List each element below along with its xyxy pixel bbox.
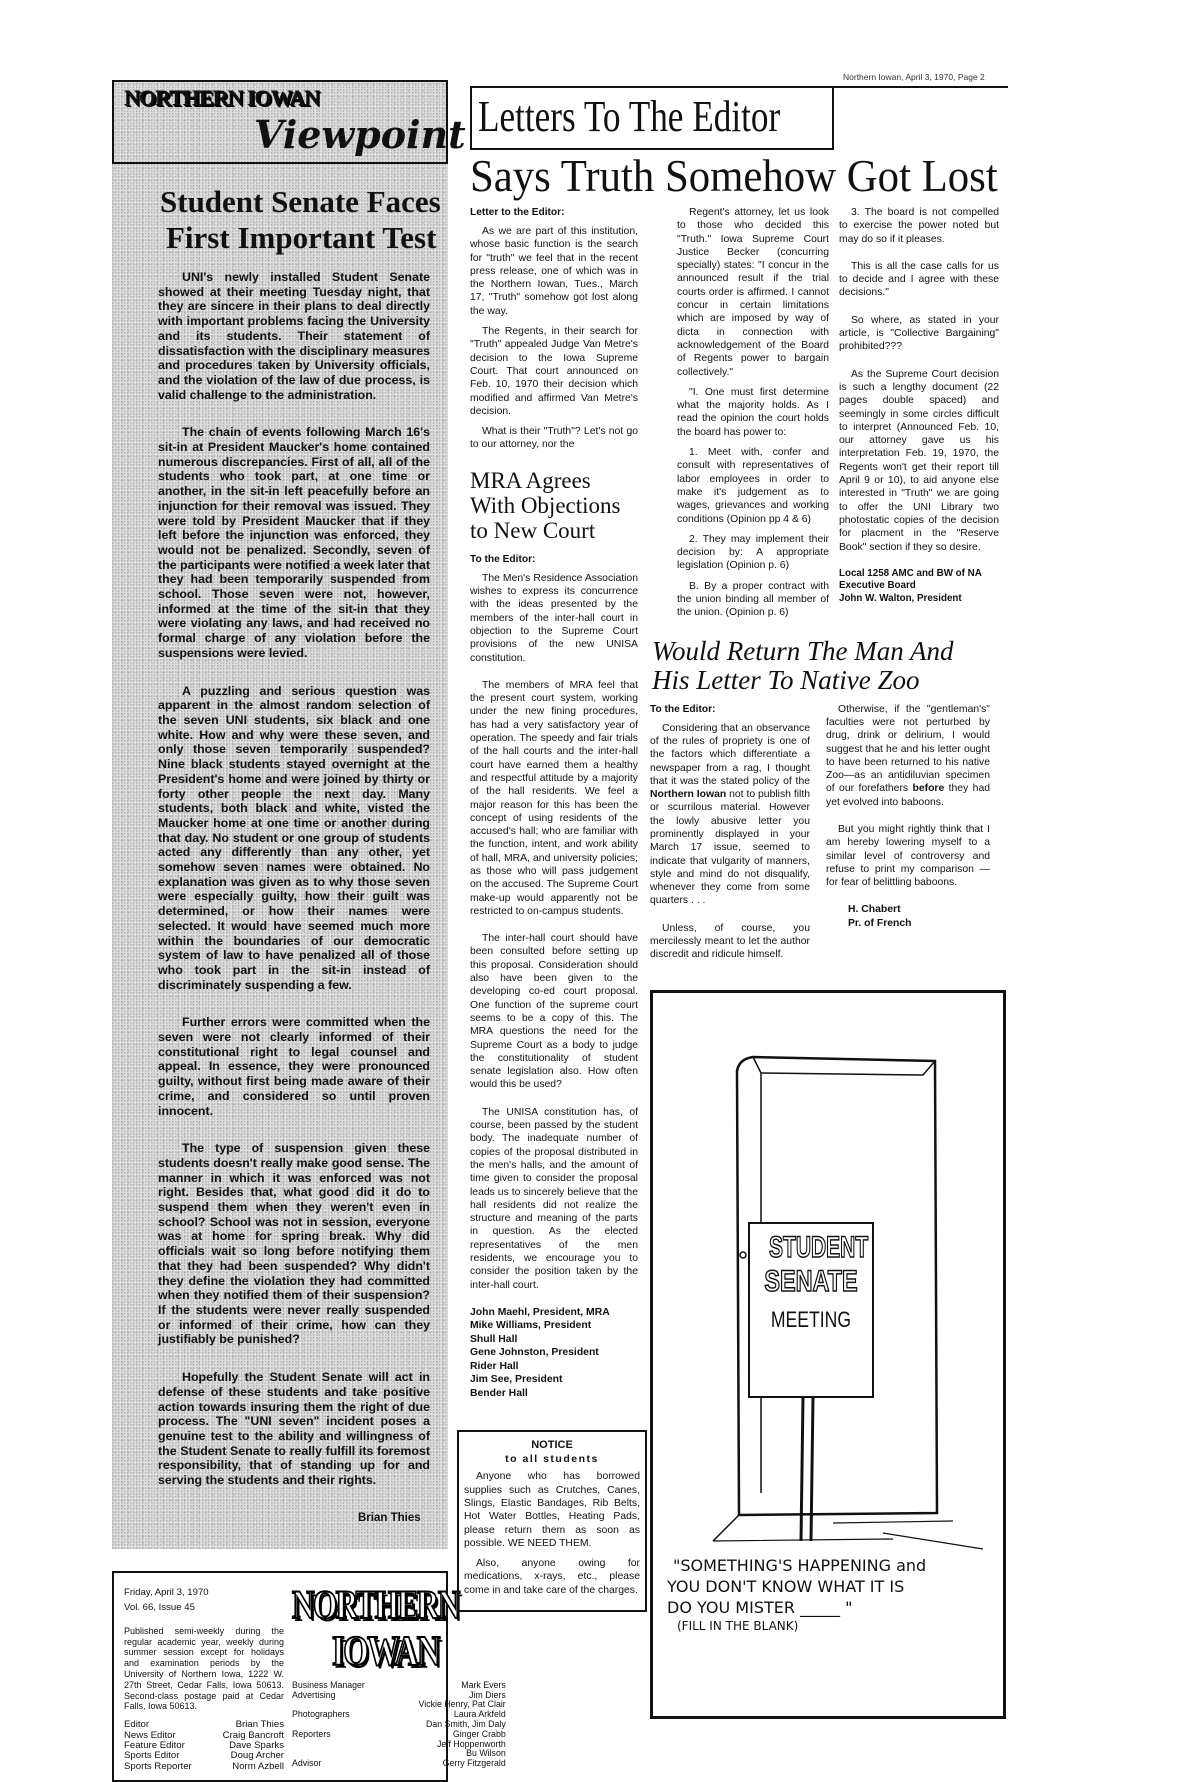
text-line: Jim See, President [470, 1374, 563, 1386]
right-area [650, 206, 1006, 1719]
staff-name: Vickie Henry, Pat Clair [418, 1699, 506, 1710]
staff-role: Advisor [292, 1758, 322, 1769]
staff-role: Business Manager [292, 1679, 365, 1690]
truth-letter-col2 [677, 206, 829, 627]
notice-subtitle: to all students [505, 1453, 599, 1466]
bold-text: before [912, 783, 945, 795]
paragraph: As the Supreme Court decision is such a lengthy document (22 pages double spaced) and seemingly in some circles difficult to interpret (Announced Feb. 10, our attorney gave us his interpretation Feb. 19, 1970, the Regents won't get their report till April 9 or 10), to aid anyone else interested in "Truth" we are going to offer the UNI Library two photostatic copies of the decision for placment in the "Reserve Book" section if they so desire. [839, 368, 999, 553]
text-span: Considering that an observance of the rules of propriety is one of the factors which differentiate a newspaper from a rag, I thought that it was the stated policy of the [650, 722, 810, 787]
viewpoint-byline: Brian Thies [358, 1511, 421, 1524]
issue-volume: Vol. 66, Issue 45 [124, 1602, 195, 1614]
truth-signature [839, 568, 999, 606]
truth-headline: Says Truth Somehow Got Lost [470, 150, 998, 201]
paragraph: B. By a proper contract with the union binding all member of the union. (Opinion p. 6) [677, 580, 829, 619]
truth-col2-paragraphs [677, 206, 829, 620]
truth-letter-col3 [839, 206, 999, 627]
masthead-title-iowan: IOWAN [332, 1628, 439, 1675]
paragraph: 1. Meet with, confer and consult with representatives of labor employees in order to make it's judgement as to wages, grievances and working conditions (Opinion pp 4 & 6) [677, 447, 829, 525]
staff-role: Advertising [292, 1689, 336, 1700]
zoo-letter-right [826, 703, 990, 976]
text-line: H. Chabert [848, 904, 901, 916]
paragraph: 2. They may implement their decision by: A appropriate legislation (Opinion p. 6) [677, 533, 829, 572]
sign-line: MEETING [770, 1306, 852, 1332]
zoo-left-paragraphs [650, 722, 810, 962]
truth-letter-continuation [650, 206, 1006, 627]
publication-note: Published semi-weekly during the regular academic year, weekly during summer session except for holidays and examination periods by the University of Northern Iowa, 1222 W. 27th Street, Cedar Falls, Iowa 50613. Second-class postage paid at Cedar Falls, Iowa 50613. [124, 1625, 284, 1712]
paragraph: Further errors were committed when the seven were not clearly informed of their constitutional right to legal counsel and appeal. In essence, they were pronounced guilty, without first being made aware of their crime, and considered so until proven innocent. [158, 1015, 430, 1118]
zoo-salutation: To the Editor: [650, 703, 716, 715]
ground-line [713, 1521, 983, 1549]
text-line: Bender Hall [470, 1387, 528, 1399]
paragraph: The UNISA constitution has, of course, been passed by the student body. The inadequate number of copies of the proposal distributed in the men's halls, and the amount of time given to consider the proposal leads us to sincerely believe that the hall residents did not realize the structure and meaning of the parts in question. As the elected representatives of the men residents, we encourage you to consider the position taken by the inter-hall court. [470, 1106, 638, 1291]
paragraph: The Regents, in their search for "Truth" appealed Judge Van Metre's decision to the Iowa Supreme Court. That court announced on Feb. 10, 1970 their decision which modified and affirmed Van Metre's decision. [470, 326, 638, 417]
staff-name: Doug Archer [230, 1750, 284, 1762]
text-line: Mike Williams, President [470, 1320, 592, 1332]
staff-row [292, 1710, 506, 1720]
staff-name: Craig Bancroft [222, 1729, 284, 1741]
paragraph [826, 703, 990, 809]
mra-letter [470, 553, 638, 1401]
page-folio: Northern Iowan, April 3, 1970, Page 2 [843, 72, 985, 82]
staff-name: Ginger Crabb [452, 1728, 506, 1739]
staff-name: Jim Diers [469, 1689, 506, 1700]
headline-line: His Letter To Native Zoo [652, 664, 920, 695]
headline-line: Student Senate Faces [160, 184, 441, 219]
mra-salutation: To the Editor: [470, 553, 536, 565]
letters-section-title: Letters To The Editor [478, 92, 781, 141]
text-span: they had yet evolved into baboons. [826, 783, 991, 808]
mra-headline: MRA Agrees With Objections to New Court [470, 467, 621, 543]
viewpoint-nameplate: NORTHERN IOWAN [124, 85, 319, 110]
staff-name: Bu Wilson [466, 1748, 506, 1759]
paragraph: So where, as stated in your article, is "Collective Bargaining" prohibited??? [839, 314, 999, 353]
nail-icon [740, 1252, 746, 1258]
masthead-title-northern: NORTHERN [292, 1581, 459, 1627]
truth-letter-col1 [470, 206, 638, 452]
paragraph: The members of MRA feel that the present court system, working under the new fining procedures, has had a very satisfactory year of operation. The speedy and fair trials of the hall courts and the inter-hall court have earned them a healthy and respectful attitude by a majority of the hall residents. We feel a major reason for this has been the concept of using residents of the accused's hall; who are familiar with the function, intent, and work ability of hall, MRA, and university policies; as those who will pass judgement on the accused. The Supreme Court make-up would apparently not be restricted to on-campus students. [470, 679, 638, 917]
text-line: Local 1258 AMC and BW of NA [839, 567, 982, 579]
masthead-box [112, 1571, 506, 1782]
sign-post [801, 1397, 813, 1541]
truth-salutation: Letter to the Editor: [470, 207, 565, 218]
cartoon-caption [667, 1555, 997, 1634]
caption-line: "SOMETHING'S HAPPENING and [673, 1555, 927, 1575]
staff-row [292, 1700, 506, 1710]
truth-col3-paragraphs [839, 206, 999, 554]
caption-line: YOU DON'T KNOW WHAT IT IS [667, 1576, 905, 1596]
issue-date: Friday, April 3, 1970 [124, 1586, 209, 1598]
zoo-right-paragraphs [826, 703, 990, 890]
bold-text: Northern Iowan [650, 789, 727, 801]
paragraph: UNI's newly installed Student Senate showed at their meeting Tuesday night, that they are sincere in their plans to deal directly with important problems facing the University and its students. Their statement of dissatisfaction with the disciplinary measures and procedures taken by University officials, and the violation of the law of due process, is valid challenge to the administration. [158, 270, 430, 402]
staff-name: Brian Thies [235, 1719, 284, 1731]
paragraph: 3. The board is not compelled to exercise the power noted but may do so if it pleases. [839, 207, 999, 245]
paragraph: The Men's Residence Association wishes to express its concurrence with the ideas presented by the members of the inter-hall court in objection to the Supreme Court provisions of the new UNISA constitution. [470, 572, 638, 664]
staff-name: Gerry Fitzgerald [442, 1758, 506, 1769]
text-line: John Maehl, President, MRA [470, 1306, 610, 1318]
staff-row [292, 1749, 506, 1759]
caption-line: DO YOU MISTER _____ " [667, 1597, 853, 1617]
staff-list-left [124, 1720, 284, 1772]
viewpoint-article-body [158, 270, 430, 1488]
staff-name: Jeff Hoppenworth [436, 1738, 506, 1749]
staff-row [124, 1741, 284, 1751]
paragraph [650, 722, 810, 908]
viewpoint-column [112, 80, 466, 1549]
text-line: Gene Johnston, President [470, 1347, 599, 1359]
staff-name: Laura Arkfeld [453, 1709, 506, 1720]
text-line: Shull Hall [470, 1333, 518, 1345]
viewpoint-headline [160, 184, 448, 256]
staff-row [124, 1762, 284, 1772]
paragraph: But you might rightly think that I am hereby lowering myself to a similar level of controversy and refuse to print my comparison — for fear of belittling baboons. [826, 823, 990, 889]
paragraph: Also, anyone owing for medications, x-rays, etc., please come in and take care of the charges. [464, 1558, 640, 1596]
text-line: John W. Walton, President [839, 592, 962, 604]
headline-line: First Important Test [166, 220, 437, 255]
staff-role: Feature Editor [124, 1739, 185, 1751]
staff-list-right [292, 1681, 506, 1769]
zoo-letter-left [650, 703, 810, 976]
staff-name: Dave Sparks [229, 1739, 284, 1751]
staff-row [124, 1731, 284, 1741]
letters-section-box [470, 86, 834, 150]
notice-paragraphs [464, 1470, 640, 1597]
staff-row [292, 1740, 506, 1750]
text-line: Executive Board [839, 580, 916, 592]
mra-paragraphs [470, 572, 638, 1292]
mra-signature [470, 1306, 638, 1401]
staff-name: Norm Azbell [232, 1760, 284, 1772]
viewpoint-header [112, 80, 466, 164]
caption-line: (FILL IN THE BLANK) [677, 1618, 799, 1633]
staff-role: Editor [124, 1719, 150, 1731]
staff-row [124, 1751, 284, 1761]
staff-role: Sports Editor [124, 1750, 180, 1762]
staff-role: News Editor [124, 1729, 176, 1741]
staff-row [124, 1720, 284, 1730]
zoo-signature [848, 903, 990, 930]
paragraph: The chain of events following March 16's sit-in at President Maucker's home contained numerous discrepancies. First of all, all of the students who took part, at one time or another, in the sit-in left peacefully before an injunction for their removal was issued. They were told by President Maucker that if they left before the injunction was enforced, they would not be penalized. Secondly, seven of the participants were notified a week later that they had been temporarily suspended from school. Those seven were not, however, informed at the time of the sit-in that they were violating any laws, and had received no formal charge of any violation before the suspensions were levied. [158, 425, 430, 660]
paragraph: As we are part of this institution, whose basic function is the search for "truth" we feel that in the recent press release, one of which was in the Northern Iowan, Tues., March 17, "Truth" somehow got lost along the way. [470, 226, 638, 317]
staff-row [292, 1759, 506, 1769]
truth-col1-paragraphs [470, 225, 638, 452]
masthead-info [124, 1583, 284, 1772]
viewpoint-section-title: Viewpoint [254, 112, 466, 157]
paragraph: Regent's attorney, let us look to those who decided this "Truth." Iowa Supreme Court Justice Becker (concurring specially) states: "I concur in the announced result if the trial courts order is affirmed. I cannot concur in certain limitations which are imposed by way of dicta in connection with acknowledgement of the Board of Regents power to bargain collectively." [677, 207, 829, 378]
text-line: Rider Hall [470, 1360, 519, 1372]
sign-line: STUDENT [769, 1230, 869, 1264]
paragraph: Anyone who has borrowed supplies such as Crutches, Canes, Slings, Elastic Bandages, Rib Belts, Hot Water Bottles, Heating Pads, please return them as soon as possible. WE NEED THEM. [464, 1471, 640, 1549]
staff-row [292, 1730, 506, 1740]
paragraph: This is all the case calls for us to decide and I agree with these decisions." [839, 260, 999, 299]
paragraph: A puzzling and serious question was apparent in the almost random selection of the seven UNI students, six black and one white. How and why were these seven, and only those seven temporarily suspended? Nine black students stayed overnight at the President's home and were joined by thirty or forty other people the next day. Many students, both black and white, visted the Maucker home at one time or another during that day. No student or one group of students acted any differently than any other, yet somehow seven names were obtained. No explanation was given as to why those seven were especially guilty, how their guilt was determined, or how their names were selected. It would have seemed much more within the boundaries of our democratic system of law to have penalized all of those who took part in the sit-in instead of discriminately suspending a few. [158, 683, 430, 992]
staff-name: Dan Smith, Jim Daly [426, 1718, 506, 1729]
staff-name: Mark Evers [461, 1679, 506, 1690]
sign-text [751, 1231, 871, 1335]
headline-line: Would Return The Man And [652, 635, 954, 666]
text-span: not to publish filth or scurrilous material. However the lowly abusive letter you prominently displayed in your March 17 issue, seemed to indicate that vulgarity of manners, style and mind do not disqualify, whenever they come from some quarters . . . [650, 789, 810, 907]
paragraph: "I. One must first determine what the majority holds. As I read the opinion the court holds the board has power to: [677, 386, 829, 438]
paragraph: The inter-hall court should have been consulted before setting up this proposal. Consideration should also have been given to the developing co-ed court proposal. One function of the supreme court seems to be a copy of this. The MRA questions the need for the Supreme Court as a body to judge the constitutionality of student senate legislation also. How often would this be used? [470, 933, 638, 1091]
middle-column [464, 206, 640, 1612]
staff-role: Photographers [292, 1709, 350, 1720]
zoo-headline [652, 637, 1006, 695]
staff-role: Reporters [292, 1728, 331, 1739]
header-rule [830, 86, 1008, 88]
staff-row [292, 1720, 506, 1730]
notice-box [457, 1430, 647, 1612]
text-line: Pr. of French [848, 917, 912, 929]
text-span: Otherwise, if the "gentleman's" faculties were not perturbed by drug, drink or delirium, I would suggest that he and his letter ought to have been returned to his native Zoo—as an antidiluvian specimen of our forefathers [826, 703, 990, 795]
paragraph: Unless, of course, you mercilessly meant to let the author discredit and ridicule himself. [650, 922, 810, 961]
zoo-letter [650, 703, 1006, 976]
notice-title: NOTICE [531, 1439, 573, 1452]
paragraph: The type of suspension given these students doesn't really make good sense. The manner in which it was enforced was not right. Besides that, what good did it do to suspend them when they weren't even in school? School was not in session, everyone was at home for spring break. Why did officials wait so long before notifying them that they had been suspended? Why didn't they define the violation they had committed when they notified them of their suspension? If the students were never really suspended or informed of their crime, how can they justifiably be punished? [158, 1141, 430, 1347]
paragraph: What is their "Truth"? Let's not go to our attorney, nor the [470, 426, 638, 451]
staff-role: Sports Reporter [124, 1760, 192, 1772]
sign-line: SENATE [764, 1264, 858, 1298]
cartoon-frame [650, 990, 1006, 1719]
paragraph: Hopefully the Student Senate will act in defense of these students and take positive action towards insuring them the right of due process. The "UNI seven" incident poses a genuine test to the ability and willingness of the Student Senate to really fulfill its foremost responsibility, that of standing up for and serving the students and their rights. [158, 1370, 430, 1488]
